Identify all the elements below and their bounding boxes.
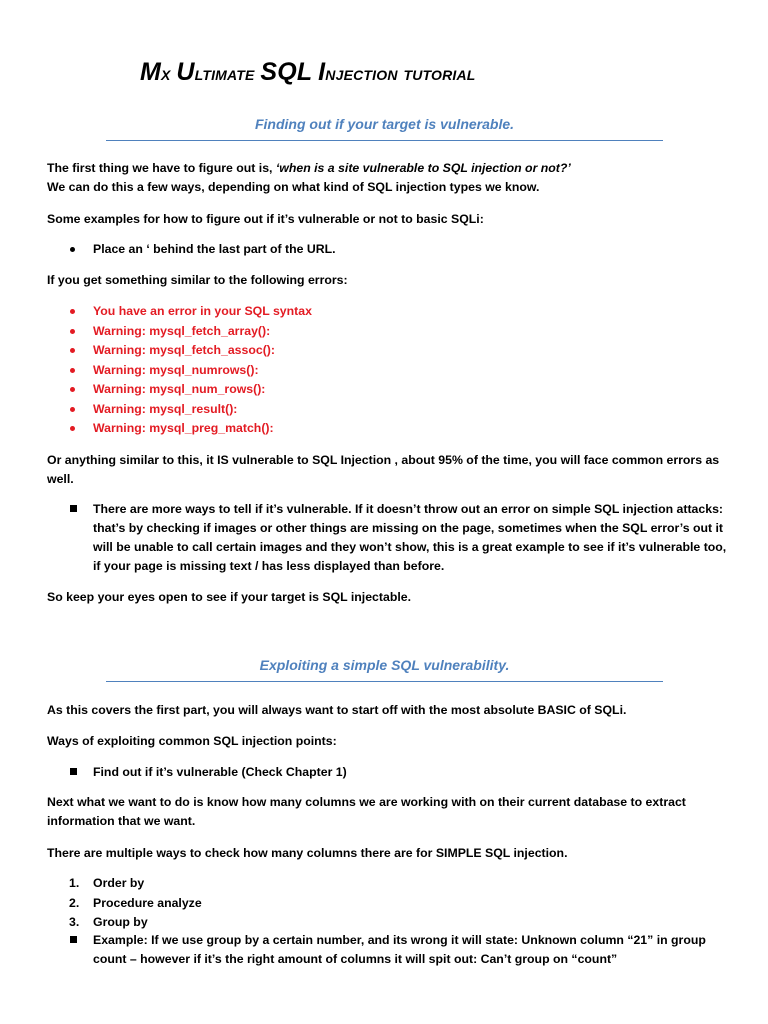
vulnerable-note: Or anything similar to this, it IS vulnerable to SQL Injection , about 95% of the time, you will face common errors as well. — [47, 453, 720, 486]
title-word: tutorial — [403, 63, 476, 85]
error-item: You have an error in your SQL syntax — [47, 302, 727, 322]
intro-text-2: We can do this a few ways, depending on what kind of SQL injection types we know. — [47, 180, 540, 194]
square-list-1 — [47, 500, 727, 576]
title-word: I — [318, 58, 326, 86]
list-number: 1. — [69, 876, 80, 890]
square-list-2 — [47, 763, 727, 782]
examples-intro: Some examples for how to figure out if it’s vulnerable or not to basic SQLi: — [47, 212, 484, 226]
intro-text: The first thing we have to figure out is, — [47, 161, 276, 175]
method-label: Group by — [93, 915, 148, 929]
document-title — [140, 58, 476, 87]
title-word: ltimate — [194, 63, 255, 85]
title-word: SQL — [260, 58, 313, 86]
error-item: Warning: mysql_fetch_assoc(): — [47, 341, 727, 361]
section-heading-exploiting: Exploiting a simple SQL vulnerability. — [106, 657, 663, 682]
error-item: Warning: mysql_result(): — [47, 400, 727, 420]
list-item — [47, 874, 727, 894]
title-word: U — [176, 58, 195, 86]
intro-paragraph — [47, 159, 727, 197]
columns-paragraph: Next what we want to do is know how many columns we are working with on their current database to extract information that we want. — [47, 795, 686, 828]
list-number: 3. — [69, 915, 80, 929]
errors-intro: If you get something similar to the following errors: — [47, 273, 348, 287]
square-list-3 — [47, 931, 727, 969]
error-list — [47, 302, 727, 439]
url-bullet-list — [47, 240, 727, 260]
list-item — [47, 894, 727, 914]
closing-paragraph: So keep your eyes open to see if your target is SQL injectable. — [47, 590, 412, 604]
section2-intro: As this covers the first part, you will always want to start off with the most absolute BASIC of SQLi. — [47, 703, 627, 717]
method-label: Procedure analyze — [93, 895, 202, 910]
error-item: Warning: mysql_num_rows(): — [47, 380, 727, 400]
multiple-ways-paragraph: There are multiple ways to check how many columns there are for SIMPLE SQL injection. — [47, 846, 568, 860]
error-item: Warning: mysql_preg_match(): — [47, 419, 727, 439]
list-number: 2. — [69, 895, 80, 910]
list-item: Place an ‘ behind the last part of the URL. — [47, 240, 727, 260]
section-heading-vulnerable: Finding out if your target is vulnerable. — [106, 116, 663, 141]
list-item: There are more ways to tell if it’s vulnerable. If it doesn’t throw out an error on simple SQL injection attacks: that’s by checking if images or other things are missing on the page, sometimes when the SQL error’s out it will be unable to call certain images and they won’t show, this is a great example to see if it’s vulnerable too, if your page is missing text / has less displayed than before. — [47, 500, 727, 576]
methods-list — [47, 874, 727, 933]
title-word: x — [161, 63, 171, 85]
error-item: Warning: mysql_fetch_array(): — [47, 322, 727, 342]
title-word: njection — [325, 63, 398, 85]
list-item — [47, 913, 727, 933]
ways-intro: Ways of exploiting common SQL injection points: — [47, 734, 337, 748]
error-item: Warning: mysql_numrows(): — [47, 361, 727, 381]
intro-question: ‘when is a site vulnerable to SQL injection or not?’ — [275, 161, 571, 175]
list-item: Example: If we use group by a certain number, and its wrong it will state: Unknown column “21” in group count – however if it’s the right amount of columns it will spit out: Can’t group on “count” — [47, 931, 727, 969]
method-label: Order by — [93, 876, 145, 890]
list-item: Find out if it’s vulnerable (Check Chapter 1) — [47, 763, 727, 782]
title-word: M — [140, 58, 162, 86]
